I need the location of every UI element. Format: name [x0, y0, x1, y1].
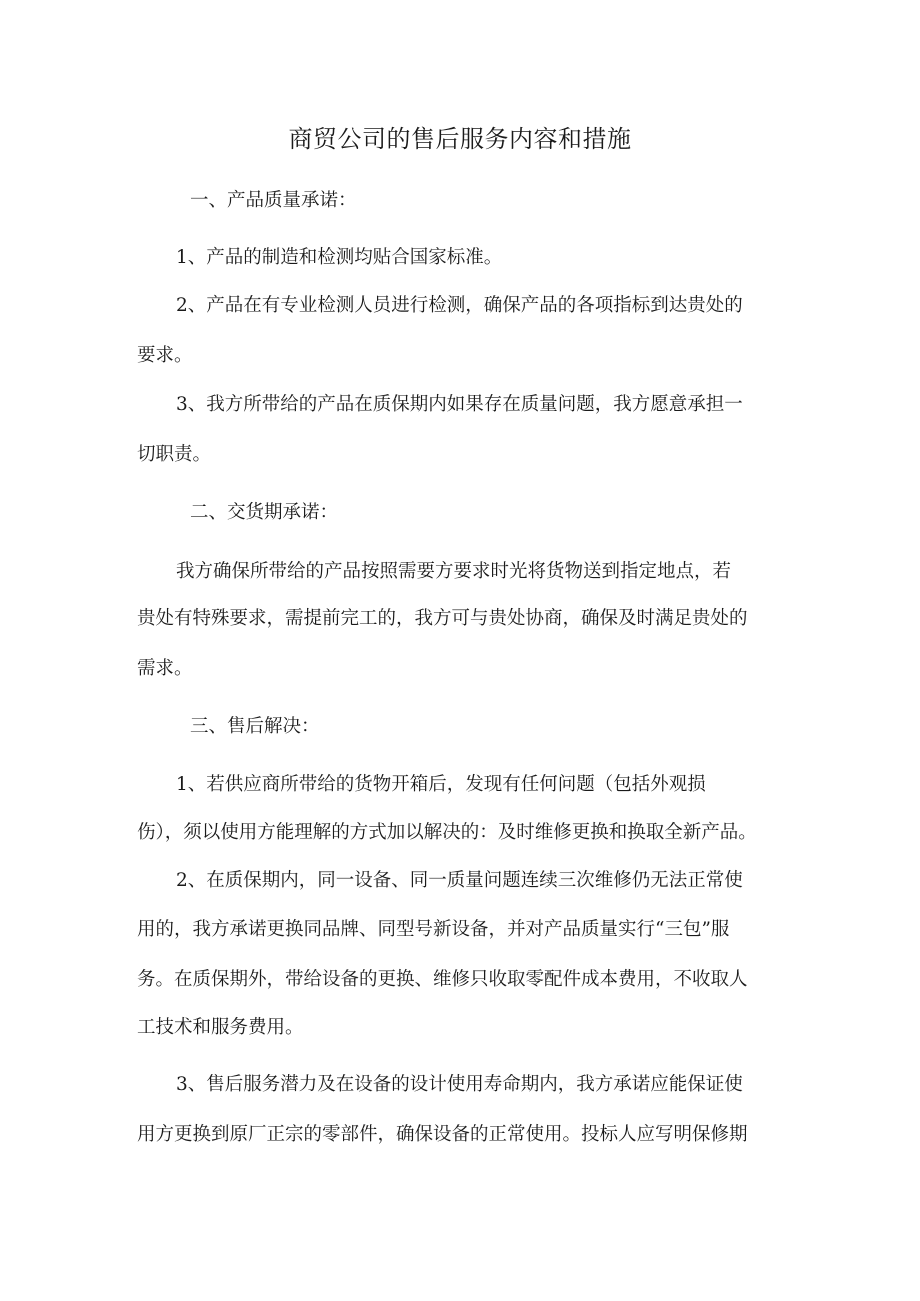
paragraph-line: 1、产品的制造和检测均贴合国家标准。 — [176, 247, 503, 268]
paragraph-line: 3、售后服务潜力及在设备的设计使用寿命期内，我方承诺应能保证使 — [176, 1074, 743, 1095]
section-heading-quality: 一、产品质量承诺： — [190, 190, 357, 211]
paragraph-line: 贵处有特殊要求，需提前完工的，我方可与贵处协商，确保及时满足贵处的 — [137, 608, 748, 629]
document-title: 商贸公司的售后服务内容和措施 — [288, 125, 632, 153]
paragraph-line: 1、若供应商所带给的货物开箱后，发现有任何问题（包括外观损 — [176, 774, 706, 795]
paragraph-line: 务。在质保期外，带给设备的更换、维修只收取零配件成本费用，不收取人 — [137, 969, 748, 990]
paragraph-line: 2、在质保期内，同一设备、同一质量问题连续三次维修仍无法正常使 — [176, 870, 743, 891]
paragraph-line: 用的，我方承诺更换同品牌、同型号新设备，并对产品质量实行“三包”服 — [137, 919, 730, 940]
paragraph-line: 切职责。 — [137, 444, 212, 465]
paragraph-line: 工技术和服务费用。 — [137, 1017, 304, 1038]
paragraph-line: 用方更换到原厂正宗的零部件，确保设备的正常使用。投标人应写明保修期 — [137, 1124, 748, 1145]
paragraph-line: 伤），须以使用方能理解的方式加以解决的：及时维修更换和换取全新产品。 — [137, 822, 757, 843]
paragraph-line: 3、我方所带给的产品在质保期内如果存在质量问题，我方愿意承担一 — [176, 394, 743, 415]
paragraph-line: 需求。 — [137, 658, 193, 679]
paragraph-line: 2、产品在有专业检测人员进行检测，确保产品的各项指标到达贵处的 — [176, 295, 743, 316]
section-heading-delivery: 二、交货期承诺： — [190, 502, 339, 523]
section-heading-after-sales: 三、售后解决： — [190, 716, 320, 737]
paragraph-line: 要求。 — [137, 345, 193, 366]
paragraph-line: 我方确保所带给的产品按照需要方要求时光将货物送到指定地点，若 — [176, 561, 732, 582]
